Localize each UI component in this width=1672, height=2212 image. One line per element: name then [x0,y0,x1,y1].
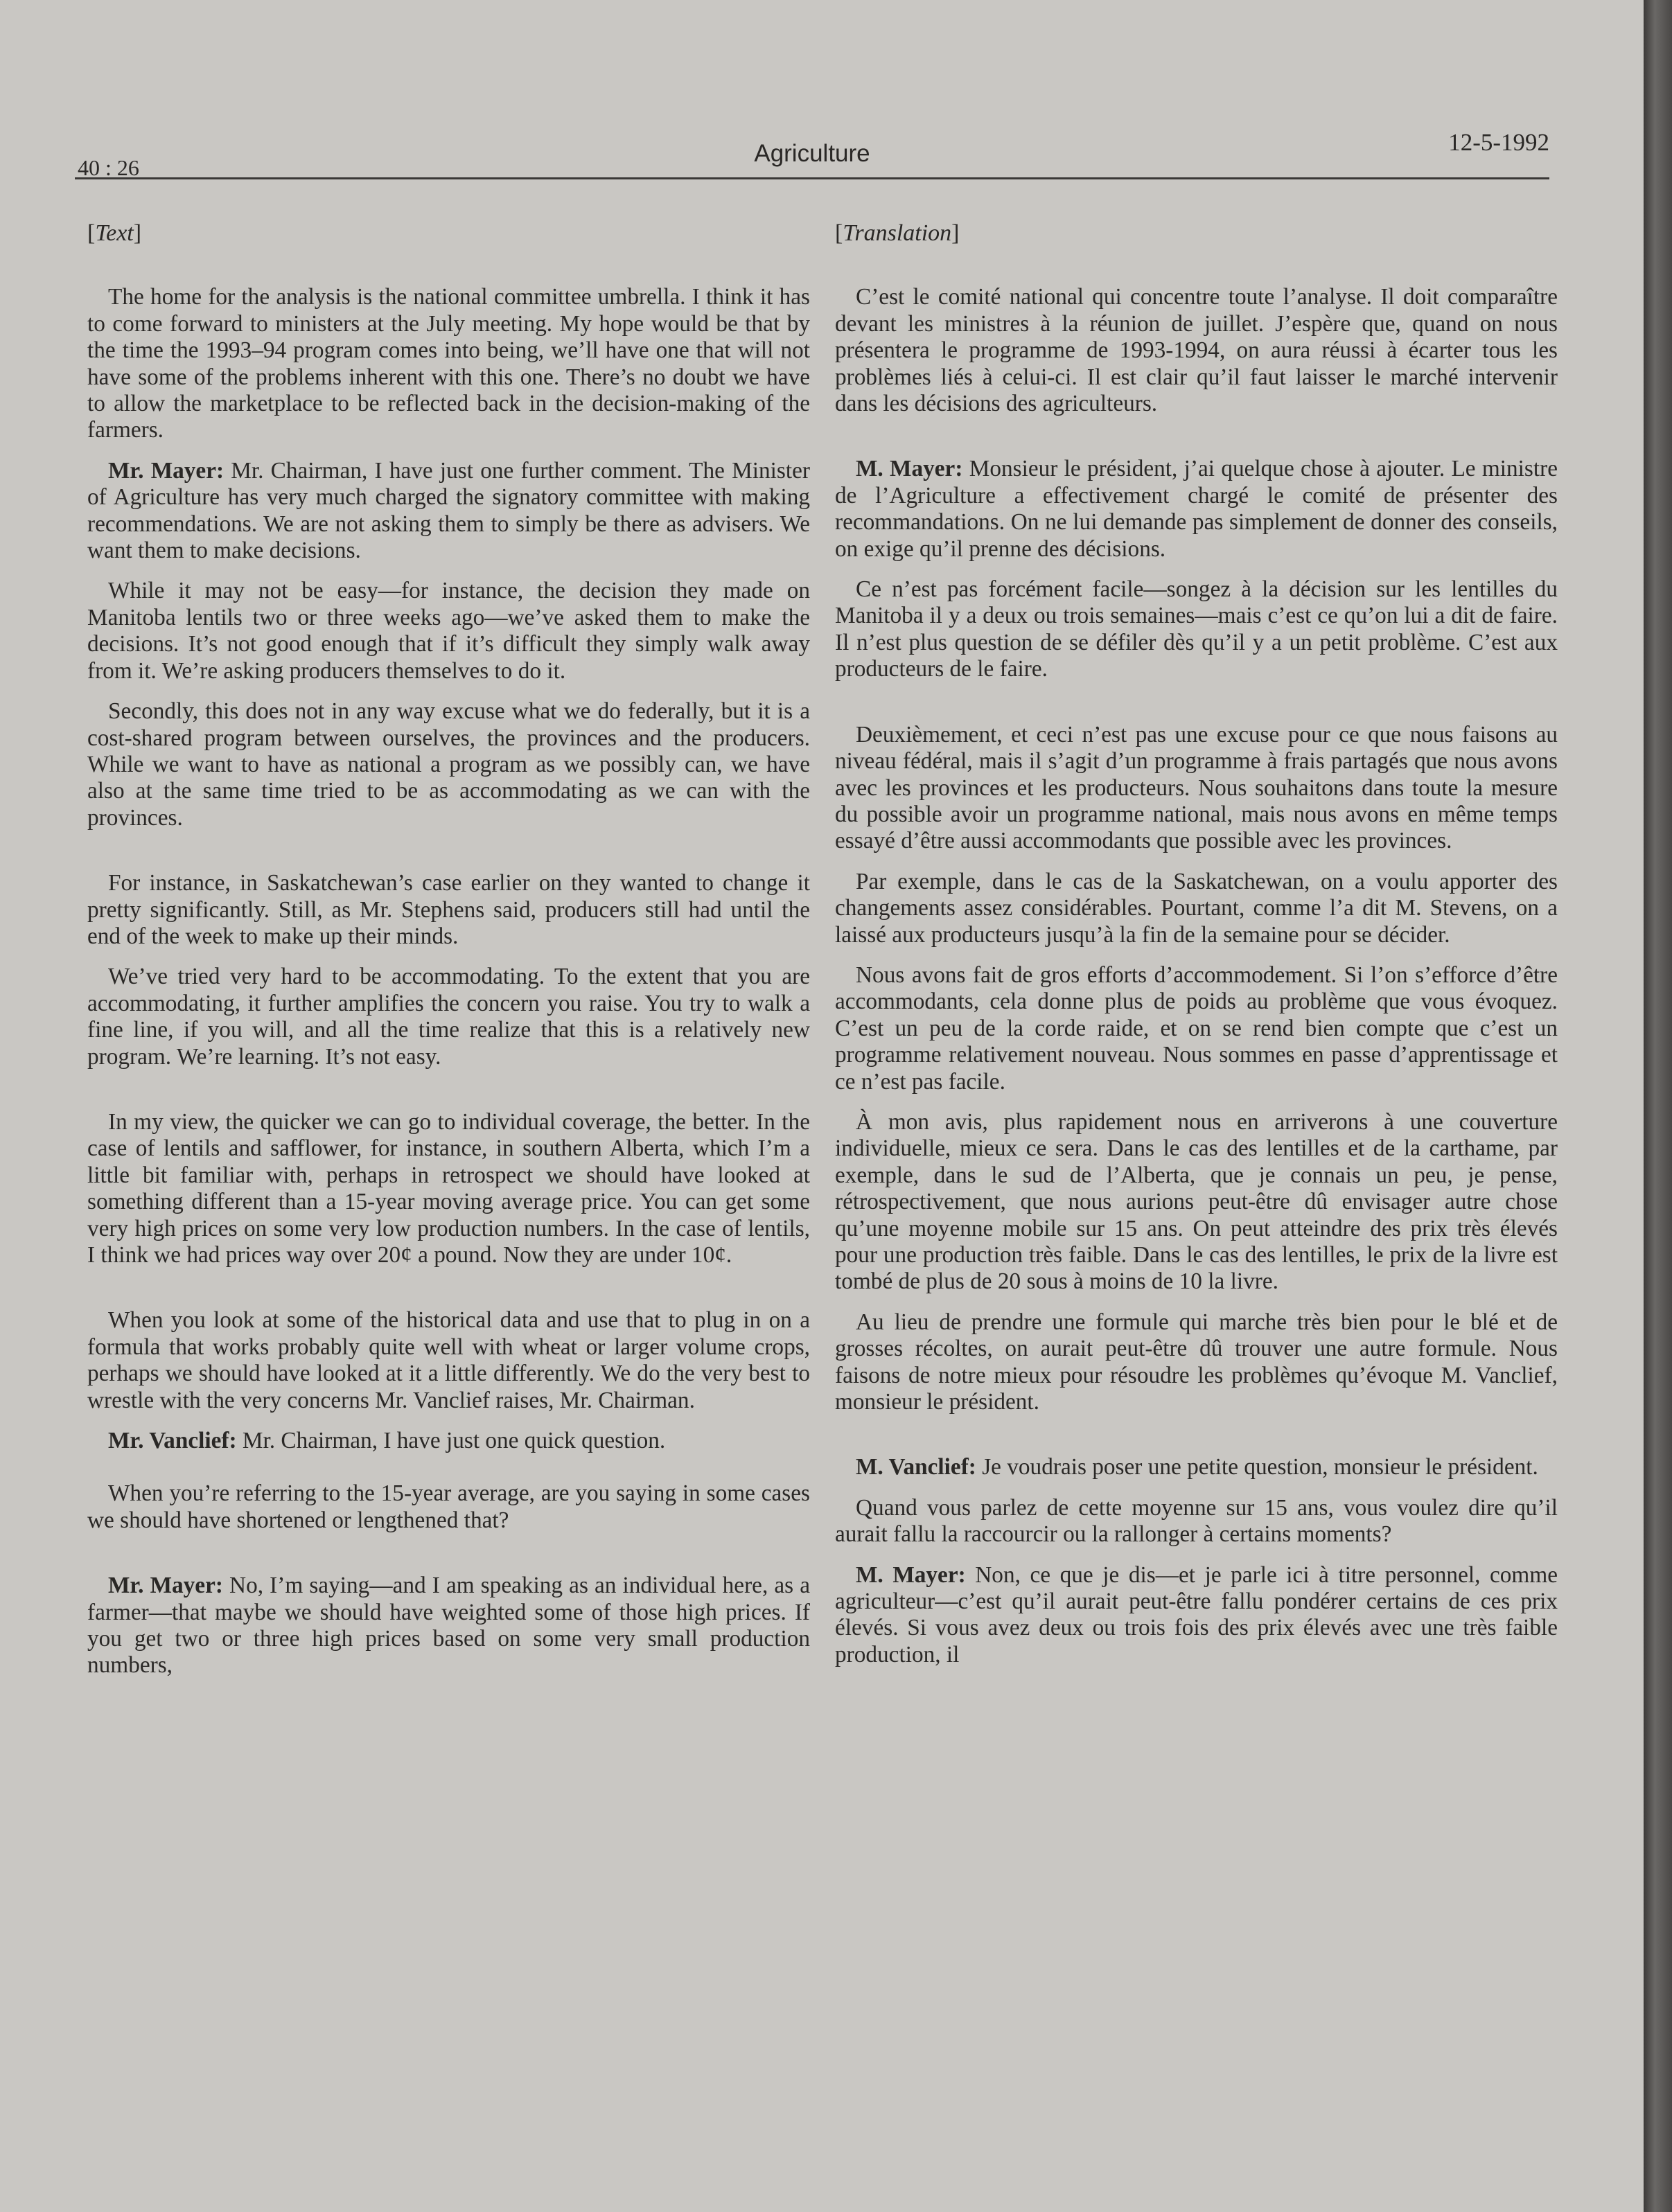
paragraph-text: Nous avons fait de gros efforts d’accommodement. Si l’on s’efforce d’être accommodants, cela donne plus de poids au problème que vous évoquez. C’est un peu de la corde raide, et on se rend bien compte que c’est un programme relativement nouveau. Nous sommes en passe d’apprentissage et ce n’est pas facile. [835,962,1558,1095]
speaker-name: Mr. Mayer: [108,457,225,484]
paragraph [87,870,810,950]
paragraph [87,458,810,565]
paragraph-text: Mr. Chairman, I have just one further comment. The Minister of Agriculture has very much charged the signatory committee with making recommendations. We are not asking them to simply be there as advisers. We want them to make decisions. [87,457,810,564]
paragraph [835,1495,1558,1548]
paragraph [835,1309,1558,1416]
paragraph-text: Je voudrais poser une petite question, monsieur le président. [976,1454,1538,1480]
paragraph-text: In my view, the quicker we can go to individual coverage, the better. In the case of lentils and safflower, for instance, in southern Alberta, which I’m a little bit familiar with, perhaps in retrospect we should have looked at something different than a 15-year moving average price. You can get some very high prices on some very low production numbers. In the case of lentils, I think we had prices way over 20¢ a pound. Now they are under 10¢. [87,1108,810,1268]
paragraph-text: No, I’m saying—and I am speaking as an individual here, as a farmer—that maybe we should have weighted some of those high prices. If you get two or three high prices based on some very small production numbers, [87,1573,810,1679]
column-label-text: Translation [843,220,952,246]
speaker-name: M. Mayer: [856,1561,966,1588]
paragraph-text: Deuxièmement, et ceci n’est pas une excuse pour ce que nous faisons au niveau fédéral, mais il s’agit d’un programme à frais partagés que nous avons avec les provinces et les producteurs. Nous souhaitons dans toute la mesure du possible avoir un programme national, mais nous avons en même temps essayé d’être aussi accommodants que possible avec les provinces. [835,721,1558,854]
speaker-name: Mr. Mayer: [108,1573,223,1599]
paragraph-text: While it may not be easy—for instance, the decision they made on Manitoba lentils two or three weeks ago—we’ve asked them to make the decisions. It’s not good enough that if it’s difficult they simply walk away from it. We’re asking producers themselves to do it. [87,578,810,684]
header-title: Agriculture [754,140,870,167]
page-number: 40 : 26 [78,155,139,180]
paragraph-text: À mon avis, plus rapidement nous en arriverons à une couverture individuelle, mieux ce sera. Dans le cas des lentilles et de la carthame, par exemple, dans le sud de l’Alberta, que je connais un peu, je pense, rétrospectivement, que nous aurions peut-être dû envisager autre chose qu’une moyenne mobile sur 15 ans. On peut atteindre des prix très élevés pour une production très faible. Dans le cas des lentilles, le prix de la livre est tombé de plus de 20 sous à moins de 10 la livre. [835,1108,1558,1295]
paragraph [87,1480,810,1534]
page-header [75,129,1549,179]
book-edge [1644,0,1672,2212]
paragraph-text: Mr. Chairman, I have just one quick question. [236,1428,666,1454]
paragraph-list [835,284,1558,1668]
paragraph-text: Secondly, this does not in any way excuse what we do federally, but it is a cost-shared program between ourselves, the provinces and the producers. While we want to have as national a program as we possibly can, we have also at the same time tried to be as accommodating as we can with the provinces. [87,698,810,831]
paragraph [87,698,810,831]
paragraph [835,722,1558,855]
column-label: [Translation] [835,220,960,246]
paragraph-text: When you’re referring to the 15-year average, are you saying in some cases we should have shortened or lengthened that? [87,1480,810,1533]
column-label-text: Text [95,220,134,246]
paragraph-text: C’est le comité national qui concentre toute l’analyse. Il doit comparaître devant les ministres à la réunion de juillet. J’espère que, quand on nous présentera le programme de 1993-1994, on aura réussi à écarter tous les problèmes liés à celui-ci. Il est clair qu’il faut laisser le marché intervenir dans les décisions des agriculteurs. [835,284,1558,417]
paragraph-text: Quand vous parlez de cette moyenne sur 15 ans, vous voulez dire qu’il aurait fallu la raccourcir ou la rallonger à certains moments? [835,1494,1558,1548]
paragraph [835,576,1558,683]
paragraph [87,1307,810,1414]
speaker-name: Mr. Vanclief: [108,1428,237,1454]
paragraph [87,284,810,443]
column-label: [Text] [87,220,142,246]
paragraph [87,1109,810,1268]
paragraph-text: For instance, in Saskatchewan’s case earlier on they wanted to change it pretty significantly. Still, as Mr. Stephens said, producers still had until the end of the week to make up their minds. [87,870,810,949]
paragraph-text: We’ve tried very hard to be accommodating. To the extent that you are accommodating, it further amplifies the concern you raise. You try to walk a fine line, if you will, and all the time realize that this is a relatively new program. We’re learning. It’s not easy. [87,964,810,1070]
paragraph-text: Monsieur le président, j’ai quelque chose à ajouter. Le ministre de l’Agriculture a effectivement chargé le comité de présenter des recommandations. On ne lui demande pas simplement de donner des conseils, on exige qu’il prenne des décisions. [835,456,1558,562]
paragraph-text: Au lieu de prendre une formule qui marche très bien pour le blé et de grosses récoltes, on aurait peut-être dû trouver une autre formule. Nous faisons de notre mieux pour résoudre les problèmes qu’évoque M. Vanclief, monsieur le président. [835,1309,1558,1415]
paragraph-text: Non, ce que je dis—et je parle ici à titre personnel, comme agriculteur—c’est qu’il aurait peut-être fallu pondérer certains de ces prix élevés. Si vous avez deux ou trois fois des prix élevés avec une très faible production, il [835,1561,1558,1667]
paragraph [835,1454,1558,1480]
paragraph [87,1573,810,1679]
paragraph [87,964,810,1070]
paragraph-text: The home for the analysis is the national committee umbrella. I think it has to come forward to ministers at the July meeting. My hope would be that by the time the 1993–94 program comes into being, we’ll have one that will not have some of the problems inherent with this one. There’s no doubt we have to allow the marketplace to be reflected back in the decision-making of the farmers. [87,284,810,443]
french-column [835,220,1558,1668]
speaker-name: M. Vanclief: [856,1454,976,1480]
paragraph [87,578,810,684]
paragraph [835,284,1558,417]
paragraph [835,1109,1558,1295]
paragraph-text: When you look at some of the historical data and use that to plug in on a formula that works probably quite well with wheat or larger volume crops, perhaps we should have looked at it a little differently. We do the very best to wrestle with the very concerns Mr. Vanclief raises, Mr. Chairman. [87,1307,810,1413]
paragraph-text: Par exemple, dans le cas de la Saskatchewan, on a voulu apporter des changements assez considérables. Pourtant, comme l’a dit M. Stevens, on a laissé aux producteurs jusqu’à la fin de la semaine pour se décider. [835,868,1558,948]
speaker-name: M. Mayer: [856,456,963,482]
header-date: 12-5-1992 [1448,129,1549,156]
paragraph [835,1562,1558,1669]
paragraph-list [87,284,810,1679]
paragraph [87,1428,810,1454]
english-column [87,220,810,1679]
paragraph [835,456,1558,563]
paragraph-text: Ce n’est pas forcément facile—songez à la décision sur les lentilles du Manitoba il y a deux ou trois semaines—mais c’est ce qu’on lui a dit de faire. Il n’est plus question de se défiler dès qu’il y a un petit problème. C’est aux producteurs de le faire. [835,576,1558,682]
paragraph [835,869,1558,948]
paragraph [835,962,1558,1095]
